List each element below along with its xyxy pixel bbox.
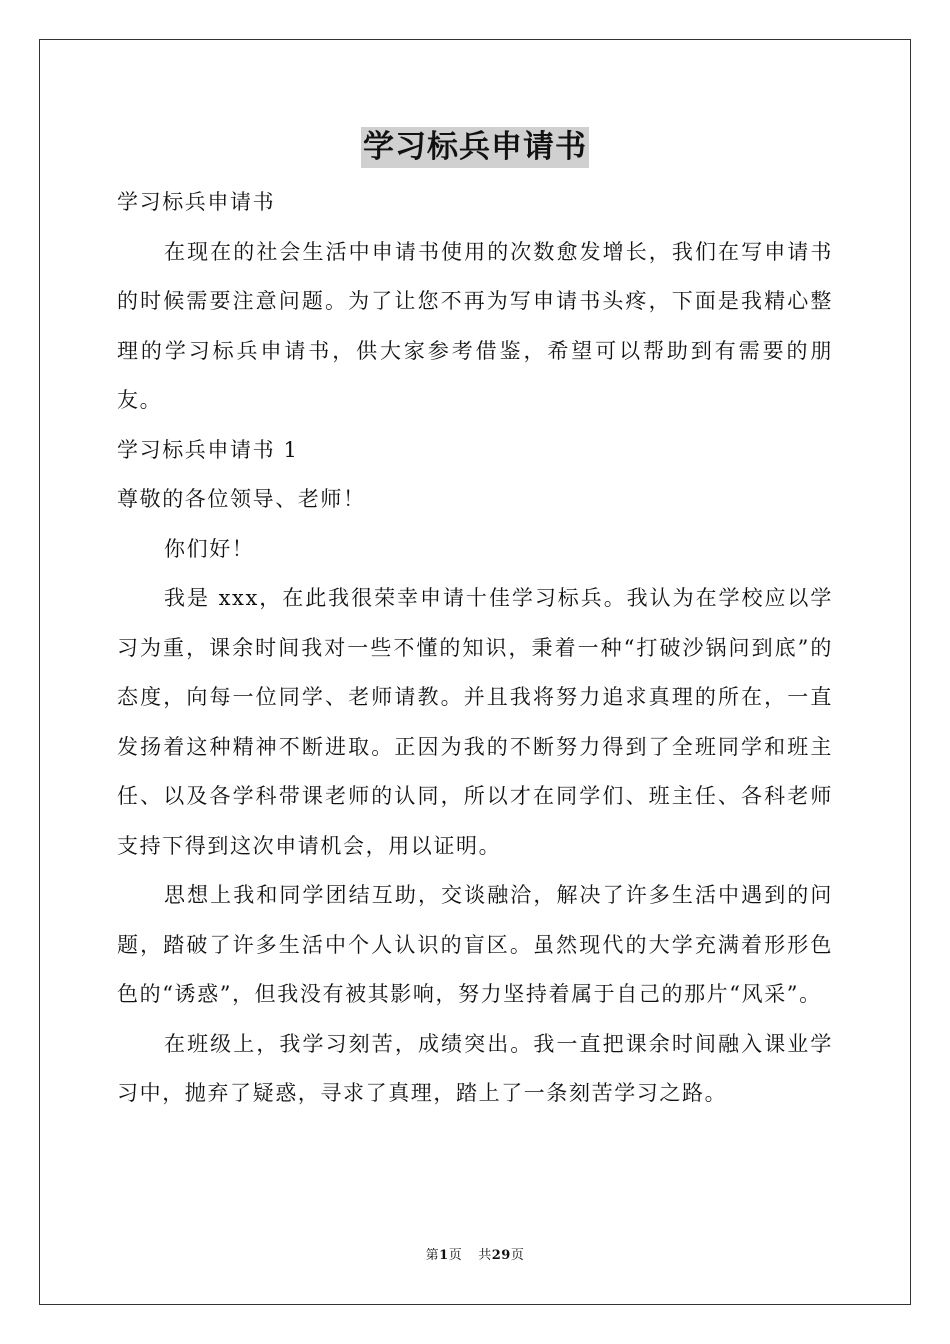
- paragraph: 学习标兵申请书 1: [117, 437, 299, 462]
- paragraph: 你们好！: [164, 536, 255, 561]
- document-title: [0, 127, 950, 168]
- page-suffix: 页: [448, 1248, 463, 1263]
- total-prefix: 共: [478, 1248, 492, 1263]
- document-title-text: 学习标兵申请书: [361, 127, 589, 168]
- current-page-number: 1: [439, 1248, 449, 1263]
- total-suffix: 页: [510, 1248, 525, 1263]
- paragraph: 我是 xxx，在此我很荣幸申请十佳学习标兵。我认为在学校应以学习为重，课余时间我对一些不懂的知识，秉着一种“打破沙锅问到底”的态度，向每一位同学、老师请教。并且我将努力追求真理的所在，一直发扬着这种精神不断进取。正因为我的不断努力得到了全班同学和班主任、以及各学科带课老师的认同，所以才在同学们、班主任、各科老师支持下得到这次申请机会，用以证明。: [117, 586, 833, 858]
- page-footer: [0, 1248, 950, 1264]
- paragraph: 在班级上，我学习刻苦，成绩突出。我一直把课余时间融入课业学习中，抛弃了疑惑，寻求了真理，踏上了一条刻苦学习之路。: [117, 1031, 833, 1105]
- paragraph: 尊敬的各位领导、老师！: [117, 487, 366, 511]
- document-body: [117, 178, 833, 1119]
- total-page-count: 29: [491, 1248, 511, 1263]
- page-prefix: 第: [425, 1248, 440, 1263]
- paragraph: 在现在的社会生活中申请书使用的次数愈发增长，我们在写申请书的时候需要注意问题。为了让您不再为写申请书头疼，下面是我精心整理的学习标兵申请书，供大家参考借鉴，希望可以帮助到有需要的朋友。: [117, 239, 833, 412]
- paragraph: 思想上我和同学团结互助，交谈融洽，解决了许多生活中遇到的问题，踏破了许多生活中个人认识的盲区。虽然现代的大学充满着形形色色的“诱惑”，但我没有被其影响，努力坚持着属于自己的那片“风采”。: [117, 883, 833, 1006]
- paragraph: 学习标兵申请书: [117, 190, 276, 214]
